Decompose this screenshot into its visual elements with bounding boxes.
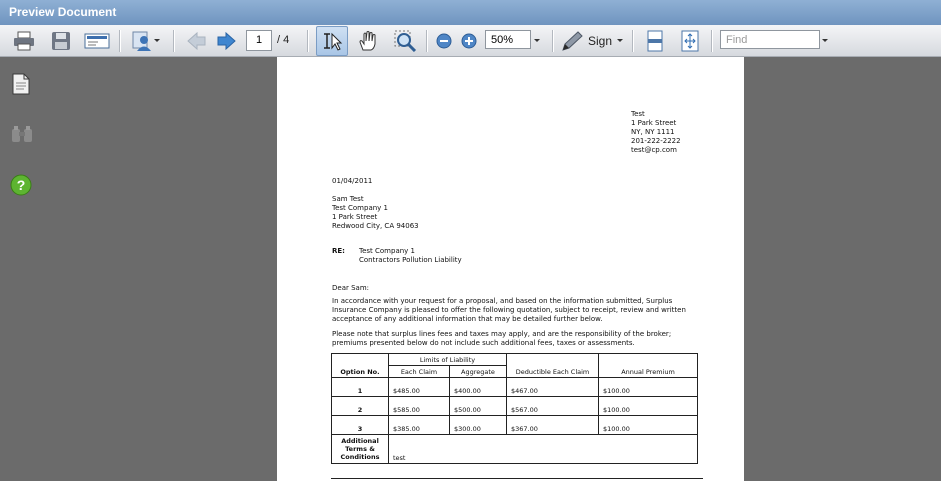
fit-page-icon [680,30,700,52]
fit-page-button[interactable] [677,28,703,54]
toolbar-separator [632,30,634,52]
user-document-icon [131,30,153,52]
email-button[interactable] [82,28,112,54]
header-each-claim: Each Claim [389,366,450,378]
header-deductible: Deductible Each Claim [507,354,599,378]
deductible-value: $467.00 [507,378,599,397]
address-line: test@cp.com [631,146,677,154]
address-line: 1 Park Street [332,213,378,221]
each-claim-value: $585.00 [389,397,450,416]
arrow-right-icon [217,32,237,50]
recipient-address [332,195,419,231]
chevron-down-icon [533,38,541,44]
table-row [332,378,698,397]
zoom-out-button[interactable] [434,28,454,54]
toolbar-separator [307,30,309,52]
select-tool-button[interactable] [316,26,348,56]
address-line: Test Company 1 [332,204,388,212]
marquee-zoom-button[interactable] [392,28,420,54]
salutation: Dear Sam: [332,284,369,292]
chevron-down-icon [616,38,624,44]
next-page-button[interactable] [214,28,240,54]
pen-icon [560,30,584,52]
option-number: 2 [332,397,389,416]
option-number: 3 [332,416,389,435]
deductible-value: $367.00 [507,416,599,435]
table-row [332,397,698,416]
toolbar-separator [426,30,428,52]
email-icon [84,32,110,50]
address-line: Test [631,110,645,118]
page-count: / 4 [277,34,290,46]
letter-date: 01/04/2011 [332,177,373,185]
window-title: Preview Document [9,5,117,19]
hand-icon [357,30,379,52]
zoom-search-icon [394,30,418,52]
table-row [332,435,698,464]
hand-tool-button[interactable] [354,28,382,54]
header-aggregate: Aggregate [450,366,507,378]
additional-terms-label: Additional Terms & Conditions [332,435,389,464]
header-limits: Limits of Liability [389,354,507,366]
printer-icon [13,31,35,51]
toolbar-separator [711,30,713,52]
save-button[interactable] [47,28,75,54]
attachments-panel-button[interactable] [10,125,34,150]
re-label: RE: [332,247,345,255]
re-line: Contractors Pollution Liability [359,256,462,264]
arrow-left-icon [186,32,206,50]
svg-text:?: ? [16,177,26,193]
next-table-edge [331,478,703,479]
sign-label: Sign [587,34,612,48]
address-line: Sam Test [332,195,364,203]
header-option: Option No. [332,354,389,378]
address-line: 201-222-2222 [631,137,681,145]
sender-address [631,110,681,155]
address-line: 1 Park Street [631,119,677,127]
aggregate-value: $300.00 [450,416,507,435]
save-icon [51,31,71,51]
page-number-input[interactable]: 1 [246,30,272,51]
address-line: NY, NY 1111 [631,128,675,136]
navigation-sidebar [0,57,42,481]
toolbar-separator [173,30,175,52]
pages-icon [11,73,31,95]
each-claim-value: $385.00 [389,416,450,435]
address-line: Redwood City, CA 94063 [332,222,419,230]
table-row [332,416,698,435]
header-premium: Annual Premium [599,354,698,378]
toolbar [0,25,941,57]
zoom-dropdown-button[interactable] [531,28,543,54]
window-title-bar [0,0,941,25]
fit-width-icon [646,30,664,52]
help-icon [10,174,32,196]
binoculars-icon [10,125,34,145]
fit-width-button[interactable] [642,28,668,54]
chevron-down-icon [821,38,829,44]
previous-page-button[interactable] [183,28,209,54]
re-subject [359,247,462,265]
toolbar-separator [119,30,121,52]
aggregate-value: $500.00 [450,397,507,416]
plus-icon [461,33,477,49]
options-table [331,353,698,464]
premium-value: $100.00 [599,397,698,416]
zoom-in-button[interactable] [459,28,479,54]
option-number: 1 [332,378,389,397]
each-claim-value: $485.00 [389,378,450,397]
re-line: Test Company 1 [359,247,415,255]
print-button[interactable] [10,28,38,54]
find-input[interactable]: Find [720,30,820,49]
minus-icon [436,33,452,49]
pages-panel-button[interactable] [11,73,31,100]
zoom-level-input[interactable]: 50% [485,30,531,49]
additional-terms-value: test [389,435,698,464]
text-cursor-icon [321,31,343,51]
document-page [277,57,744,481]
help-button[interactable] [10,174,32,201]
premium-value: $100.00 [599,378,698,397]
paragraph-intro: In accordance with your request for a proposal, and based on the information submitted, Surplus Insurance Company is pleased to offer the following quotation, subject to receipt, review and written acceptance of any additional information that may be detailed further below. [332,297,686,323]
deductible-value: $567.00 [507,397,599,416]
collaborate-button[interactable] [127,28,165,54]
aggregate-value: $400.00 [450,378,507,397]
chevron-down-icon [153,38,161,44]
paragraph-fees: Please note that surplus lines fees and taxes may apply, and are the responsibility of the broker; premiums presented below do not include such additional fees, taxes or assessments. [332,330,672,347]
find-options-button[interactable] [820,28,830,54]
toolbar-separator [552,30,554,52]
sign-button[interactable] [560,28,624,54]
premium-value: $100.00 [599,416,698,435]
